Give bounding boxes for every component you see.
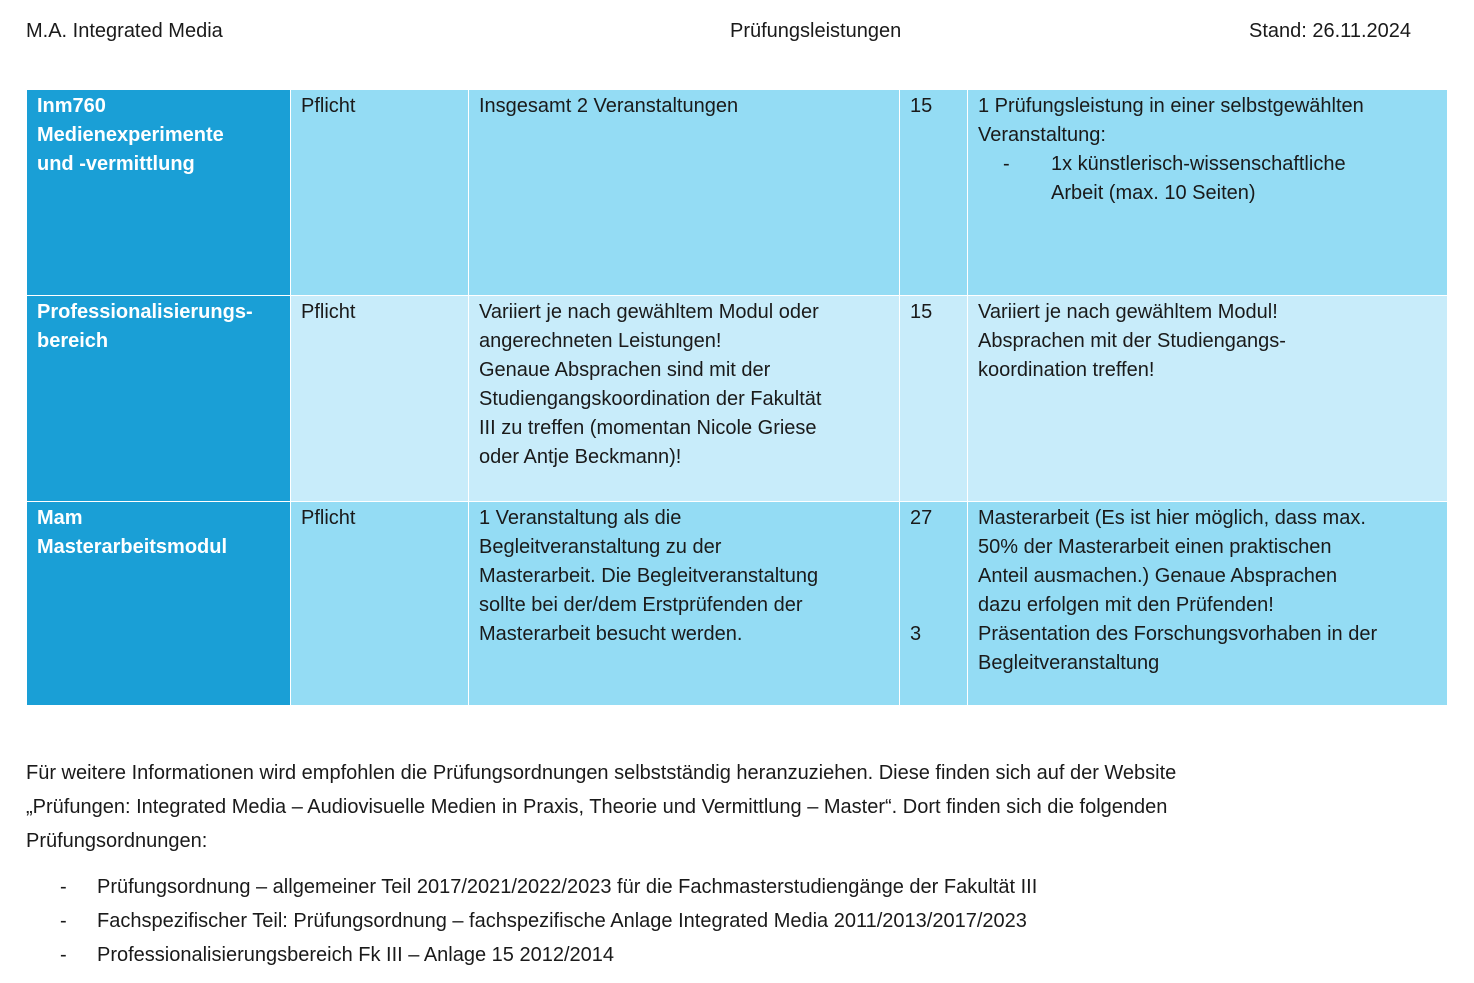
exam-line: 1 Prüfungsleistung in einer selbstgewählten	[978, 95, 1364, 117]
courses-cell	[469, 90, 900, 296]
page-header	[26, 20, 1448, 48]
courses-line: 1 Veranstaltung als die	[479, 507, 682, 529]
credits-value: 15	[910, 95, 933, 117]
table-row	[27, 296, 1448, 502]
list-item	[26, 938, 1426, 972]
courses-cell	[469, 296, 900, 502]
bullet-dash: -	[60, 944, 67, 966]
list-item-text: Fachspezifischer Teil: Prüfungsordnung – fachspezifische Anlage Integrated Media 2011/2013/2017/2023	[97, 910, 1027, 932]
courses-line: Masterarbeit. Die Begleitveranstaltung	[479, 565, 819, 587]
list-item-text: Professionalisierungsbereich Fk III – Anlage 15 2012/2014	[97, 944, 615, 966]
table-row	[27, 90, 1448, 296]
module-code: Inm760	[37, 95, 106, 117]
program-name: M.A. Integrated Media	[26, 20, 223, 42]
module-name-line: Professionalisierungs-	[37, 301, 253, 323]
credits-cell	[900, 296, 968, 502]
credits-value: 27	[910, 507, 933, 529]
exam-requirements-table	[26, 89, 1448, 706]
courses-line: Variiert je nach gewähltem Modul oder	[479, 301, 819, 323]
page-title: Prüfungsleistungen	[730, 20, 902, 42]
credits-value: 3	[910, 623, 922, 645]
footer-section	[26, 756, 1426, 972]
exam-line: Variiert je nach gewähltem Modul!	[978, 301, 1278, 323]
module-name-line: und -vermittlung	[37, 153, 195, 175]
bullet-dash: -	[60, 910, 67, 932]
table-row	[27, 502, 1448, 706]
credits-cell	[900, 90, 968, 296]
paragraph-line: Für weitere Informationen wird empfohlen die Prüfungsordnungen selbstständig heranzuziehen. Diese finden sich auf der Website	[26, 762, 1177, 784]
type-cell	[291, 502, 469, 706]
paragraph-line: Prüfungsordnungen:	[26, 830, 208, 852]
courses-line: oder Antje Beckmann)!	[479, 446, 682, 468]
date-stamp: Stand: 26.11.2024	[1249, 20, 1411, 42]
courses-line: Masterarbeit besucht werden.	[479, 623, 743, 645]
module-code: Mam	[37, 507, 83, 529]
module-cell	[27, 502, 291, 706]
type-text: Pflicht	[301, 301, 356, 323]
credits-value: 15	[910, 301, 933, 323]
type-cell	[291, 296, 469, 502]
exam-line: Absprachen mit der Studiengangs-	[978, 330, 1286, 352]
exam-line: Begleitveranstaltung	[978, 652, 1160, 674]
exam-line: koordination treffen!	[978, 359, 1155, 381]
courses-line: Genaue Absprachen sind mit der	[479, 359, 771, 381]
courses-line: III zu treffen (momentan Nicole Griese	[479, 417, 817, 439]
courses-cell	[469, 502, 900, 706]
module-name-line: bereich	[37, 330, 109, 352]
list-item	[26, 904, 1426, 938]
module-name-line: Medienexperimente	[37, 124, 224, 146]
exam-line: Anteil ausmachen.) Genaue Absprachen	[978, 565, 1338, 587]
paragraph-line: „Prüfungen: Integrated Media – Audiovisuelle Medien in Praxis, Theorie und Vermittlung – Master“. Dort finden sich die folgenden	[26, 796, 1168, 818]
exam-bullet-line: 1x künstlerisch-wissenschaftliche	[1051, 153, 1346, 175]
exam-cell	[968, 502, 1448, 706]
list-item	[26, 870, 1426, 904]
exam-bullet-line: Arbeit (max. 10 Seiten)	[1051, 182, 1256, 204]
module-name-line: Masterarbeitsmodul	[37, 536, 228, 558]
type-text: Pflicht	[301, 507, 356, 529]
bullet-dash: -	[1003, 153, 1010, 175]
type-cell	[291, 90, 469, 296]
exam-cell	[968, 90, 1448, 296]
type-text: Pflicht	[301, 95, 356, 117]
module-cell	[27, 90, 291, 296]
courses-line: Begleitveranstaltung zu der	[479, 536, 722, 558]
exam-bullet-item	[978, 150, 1437, 208]
regulations-list	[26, 870, 1426, 972]
info-paragraph	[26, 756, 1426, 858]
exam-cell	[968, 296, 1448, 502]
credits-cell	[900, 502, 968, 706]
list-item-text: Prüfungsordnung – allgemeiner Teil 2017/2021/2022/2023 für die Fachmasterstudiengänge der Fakultät III	[97, 876, 1038, 898]
courses-line: angerechneten Leistungen!	[479, 330, 722, 352]
bullet-dash: -	[60, 876, 67, 898]
exam-line: Veranstaltung:	[978, 124, 1106, 146]
exam-line: 50% der Masterarbeit einen praktischen	[978, 536, 1332, 558]
courses-line: sollte bei der/dem Erstprüfenden der	[479, 594, 803, 616]
module-cell	[27, 296, 291, 502]
exam-line: Masterarbeit (Es ist hier möglich, dass max.	[978, 507, 1366, 529]
courses-line: Studiengangskoordination der Fakultät	[479, 388, 822, 410]
courses-line: Insgesamt 2 Veranstaltungen	[479, 95, 739, 117]
exam-line: Präsentation des Forschungsvorhaben in der	[978, 623, 1378, 645]
exam-line: dazu erfolgen mit den Prüfenden!	[978, 594, 1274, 616]
